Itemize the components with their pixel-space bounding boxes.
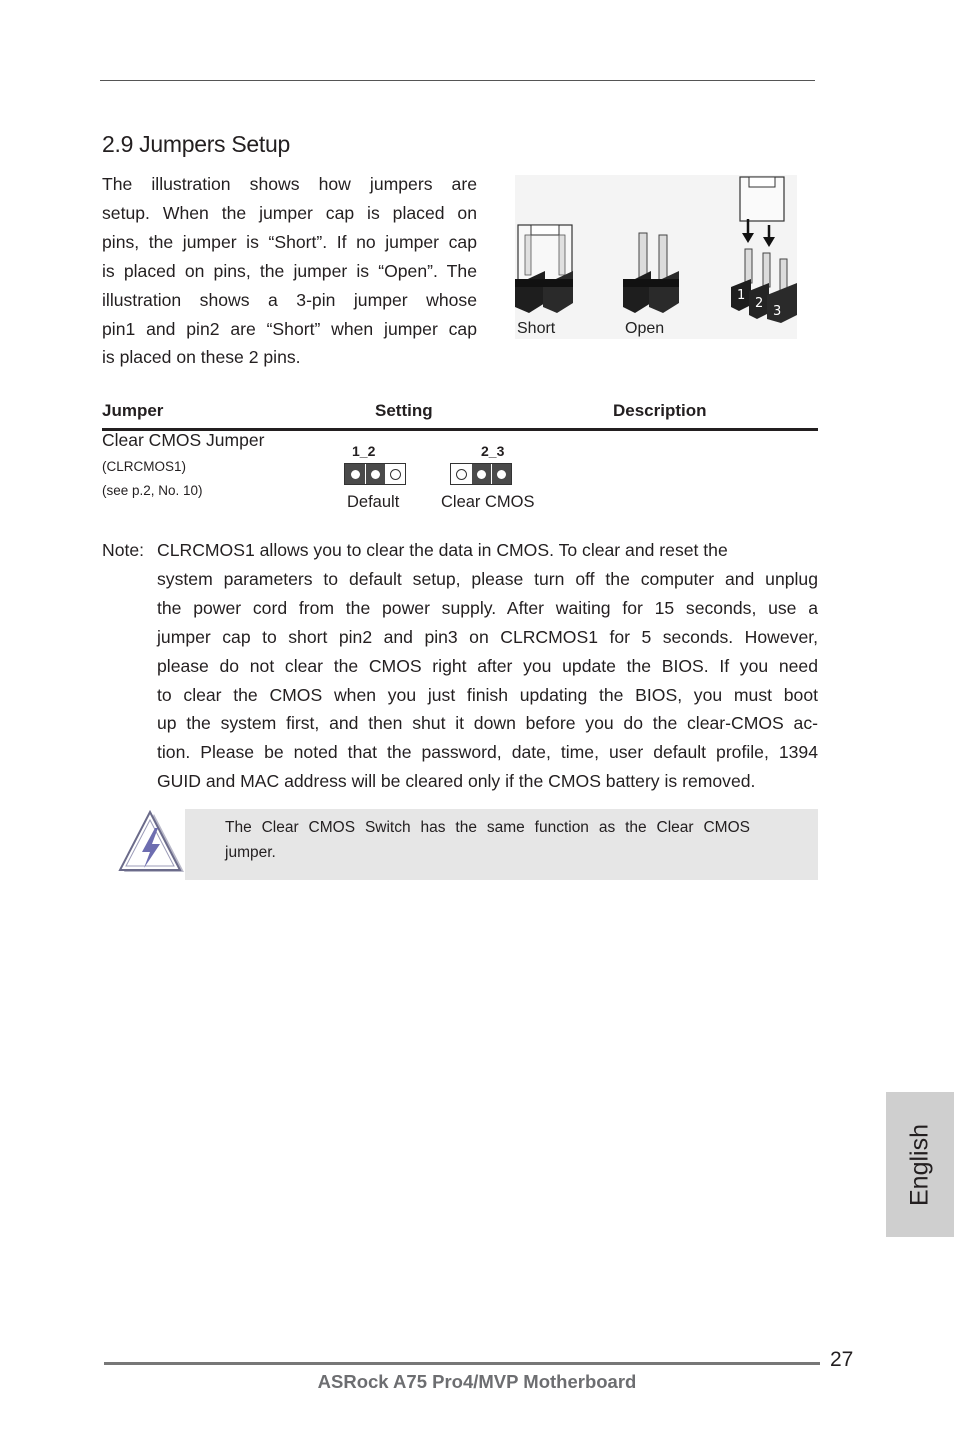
- footer-title: ASRock A75 Pro4/MVP Motherboard: [317, 1371, 637, 1392]
- footer-rule: [104, 1362, 820, 1365]
- setting-pins-label: 2_3: [481, 443, 505, 459]
- pin-open: [385, 464, 405, 484]
- table-header-description: Description: [613, 401, 707, 420]
- intro-line: pins, the jumper is “Short”. If no jumper cap: [102, 231, 477, 252]
- language-tab: [886, 1092, 954, 1237]
- jumper-illustration: [515, 175, 797, 339]
- intro-line: is placed on these 2 pins.: [102, 347, 301, 368]
- table-header-setting: Setting: [375, 401, 433, 420]
- page-number: 27: [830, 1348, 854, 1371]
- jumper-illustration-graphic: [515, 175, 797, 339]
- intro-line: pin1 and pin2 are “Short” when jumper cap: [102, 318, 477, 339]
- pin-shorted: [491, 464, 511, 484]
- pin-number: 1: [737, 288, 746, 303]
- note-line: CLRCMOS1 allows you to clear the data in CMOS. To clear and reset the: [157, 540, 728, 560]
- table-header-jumper: Jumper: [102, 401, 164, 420]
- pin-number: 2: [755, 296, 764, 311]
- language-tab-label: English: [905, 1123, 934, 1206]
- intro-line: is placed on pins, the jumper is “Open”. The: [102, 260, 477, 281]
- pin-shorted: [365, 464, 385, 484]
- open-jumper-graphic: [623, 233, 679, 313]
- open-label: Open: [625, 320, 665, 337]
- pin-shorted: [345, 464, 365, 484]
- short-jumper-graphic: [515, 225, 573, 313]
- warning-text: [225, 815, 750, 865]
- note-line: the power cord from the power supply. After waiting for 15 seconds, use a: [157, 597, 818, 618]
- note-paragraph: [157, 536, 818, 796]
- note-line: GUID and MAC address will be cleared only if the CMOS battery is removed.: [157, 771, 756, 792]
- intro-line: setup. When the jumper cap is placed on: [102, 202, 477, 223]
- jumper-id: (CLRCMOS1): [102, 459, 187, 474]
- jumper-clear-cmos-diagram: [450, 463, 512, 485]
- warning-line: The Clear CMOS Switch has the same function as the Clear CMOS: [225, 819, 750, 836]
- note-line: please do not clear the CMOS right after you update the BIOS. If you need: [157, 655, 818, 676]
- jumper-reference: (see p.2, No. 10): [102, 483, 203, 498]
- note-line: tion. Please be noted that the password, date, time, user default profile, 1394: [157, 742, 818, 763]
- jumper-name: Clear CMOS Jumper: [102, 430, 265, 450]
- intro-paragraph: [102, 170, 477, 372]
- note-line: system parameters to default setup, please turn off the computer and unplug: [157, 568, 818, 589]
- note-label: Note:: [102, 540, 145, 560]
- three-pin-jumper-graphic: [731, 177, 797, 323]
- setting-pins-label: 1_2: [352, 443, 376, 459]
- note-line: to clear the CMOS when you just finish updating the BIOS, you must boot: [157, 684, 818, 705]
- intro-line: The illustration shows how jumpers are: [102, 174, 477, 194]
- pin-open: [451, 464, 471, 484]
- intro-line: illustration shows a 3-pin jumper whose: [102, 289, 477, 310]
- pin-number: 3: [773, 304, 782, 319]
- jumper-default-diagram: [344, 463, 406, 485]
- warning-triangle-icon: [114, 810, 186, 881]
- section-title: 2.9 Jumpers Setup: [102, 131, 290, 157]
- short-label: Short: [517, 320, 556, 337]
- note-line: up the system first, and then shut it down before you do the clear-CMOS ac-: [157, 713, 818, 734]
- note-line: jumper cap to short pin2 and pin3 on CLRCMOS1 for 5 seconds. However,: [157, 626, 818, 647]
- setting-caption-default: Default: [347, 493, 400, 511]
- warning-line: jumper.: [225, 844, 276, 861]
- setting-caption-clear-cmos: Clear CMOS: [441, 493, 535, 511]
- pin-shorted: [471, 464, 491, 484]
- top-rule: [100, 80, 815, 81]
